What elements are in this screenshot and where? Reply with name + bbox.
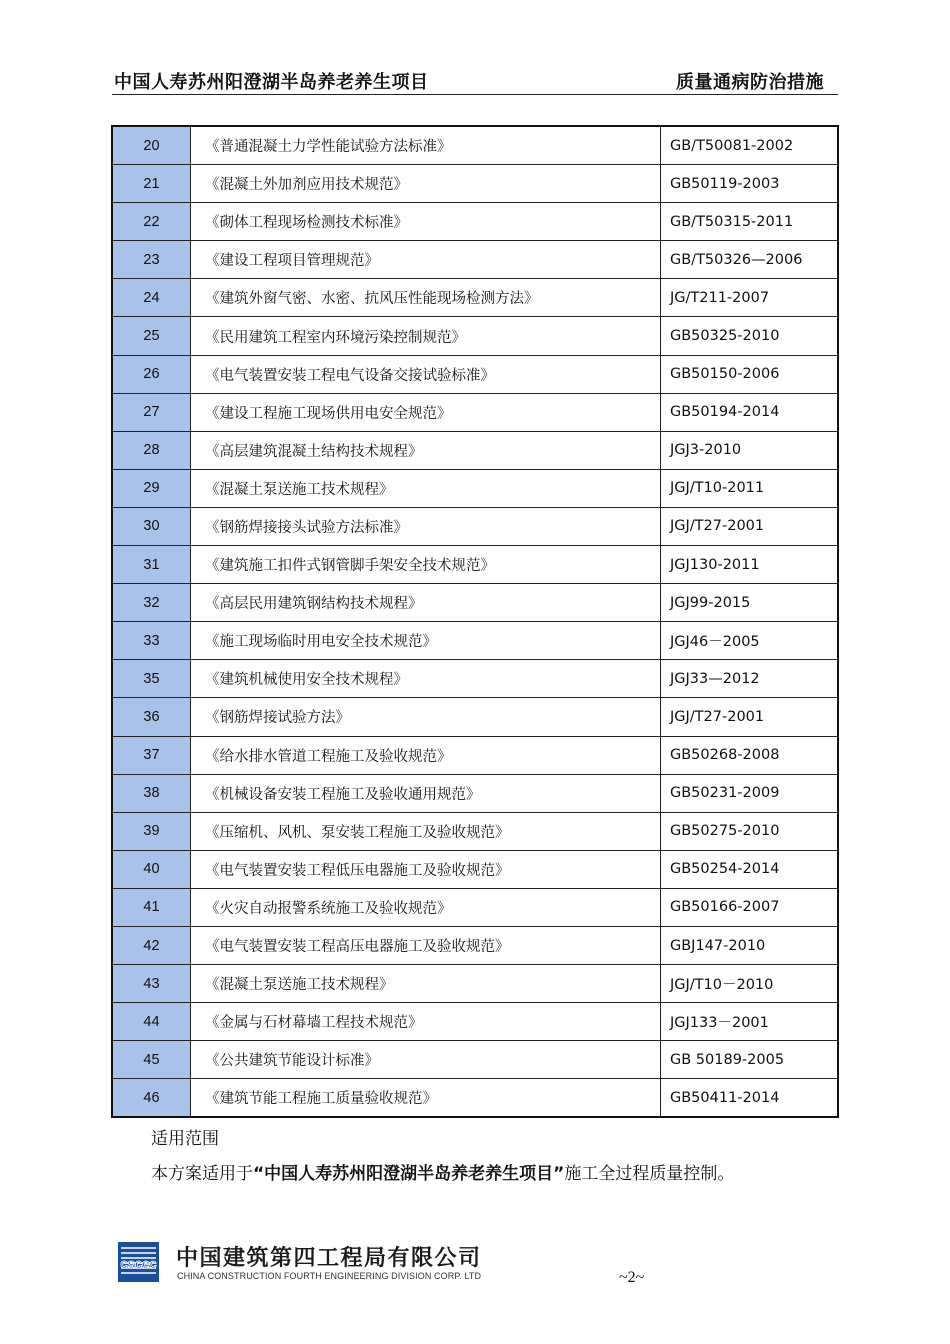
standard-code-cell: GBJ147-2010 bbox=[661, 926, 839, 964]
standard-code-cell: GB50275-2010 bbox=[661, 812, 839, 850]
standard-name-cell: 《公共建筑节能设计标准》 bbox=[191, 1041, 661, 1079]
standard-number-cell: 27 bbox=[112, 393, 191, 431]
standard-code-cell: JGJ130-2011 bbox=[661, 546, 839, 584]
scope-project-name: “中国人寿苏州阳澄湖半岛养老养生项目” bbox=[253, 1164, 565, 1184]
page-header bbox=[112, 66, 838, 95]
standard-name-cell: 《金属与石材幕墙工程技术规范》 bbox=[191, 1003, 661, 1041]
standard-name-cell: 《混凝土泵送施工技术规程》 bbox=[191, 469, 661, 507]
table-row bbox=[112, 888, 838, 926]
header-section-title: 质量通病防治措施 bbox=[676, 72, 824, 93]
standard-name-cell: 《建筑施工扣件式钢管脚手架安全技术规范》 bbox=[191, 546, 661, 584]
standard-number-cell: 30 bbox=[112, 507, 191, 545]
standard-name-cell: 《电气装置安装工程低压电器施工及验收规范》 bbox=[191, 850, 661, 888]
standard-name-cell: 《普通混凝土力学性能试验方法标准》 bbox=[191, 126, 661, 165]
standard-number-cell: 36 bbox=[112, 698, 191, 736]
scope-paragraph bbox=[151, 1159, 734, 1184]
table-row bbox=[112, 241, 838, 279]
scope-suffix: 施工全过程质量控制。 bbox=[564, 1164, 735, 1184]
standard-number-cell: 45 bbox=[112, 1041, 191, 1079]
standard-name-cell: 《混凝土泵送施工技术规程》 bbox=[191, 965, 661, 1003]
standard-name-cell: 《混凝土外加剂应用技术规范》 bbox=[191, 165, 661, 203]
standard-code-cell: GB50150-2006 bbox=[661, 355, 839, 393]
standard-number-cell: 39 bbox=[112, 812, 191, 850]
standard-number-cell: 31 bbox=[112, 546, 191, 584]
standard-code-cell: JGJ33—2012 bbox=[661, 660, 839, 698]
table-row bbox=[112, 126, 838, 165]
company-name-cn: 中国建筑第四工程局有限公司 bbox=[176, 1246, 482, 1271]
table-row bbox=[112, 317, 838, 355]
table-row bbox=[112, 698, 838, 736]
company-name-en: CHINA CONSTRUCTION FOURTH ENGINEERING DIVISION CORP. LTD bbox=[177, 1271, 482, 1281]
standard-name-cell: 《建设工程施工现场供用电安全规范》 bbox=[191, 393, 661, 431]
standard-code-cell: JGJ133－2001 bbox=[661, 1003, 839, 1041]
standard-name-cell: 《建设工程项目管理规范》 bbox=[191, 241, 661, 279]
standard-number-cell: 35 bbox=[112, 660, 191, 698]
standard-number-cell: 24 bbox=[112, 279, 191, 317]
standard-code-cell: GB/T50315-2011 bbox=[661, 203, 839, 241]
table-row bbox=[112, 165, 838, 203]
standard-code-cell: GB50268-2008 bbox=[661, 736, 839, 774]
standard-code-cell: JG/T211-2007 bbox=[661, 279, 839, 317]
standard-number-cell: 43 bbox=[112, 965, 191, 1003]
standard-code-cell: GB 50189-2005 bbox=[661, 1041, 839, 1079]
svg-text:cscec: cscec bbox=[120, 1256, 157, 1271]
standard-code-cell: JGJ/T10－2010 bbox=[661, 965, 839, 1003]
table-row bbox=[112, 1079, 838, 1118]
standard-number-cell: 40 bbox=[112, 850, 191, 888]
standard-name-cell: 《电气装置安装工程电气设备交接试验标准》 bbox=[191, 355, 661, 393]
standard-code-cell: GB50231-2009 bbox=[661, 774, 839, 812]
standard-code-cell: JGJ46－2005 bbox=[661, 622, 839, 660]
standard-code-cell: GB50194-2014 bbox=[661, 393, 839, 431]
standard-code-cell: GB50119-2003 bbox=[661, 165, 839, 203]
scope-prefix: 本方案适用于 bbox=[151, 1164, 253, 1184]
standard-name-cell: 《施工现场临时用电安全技术规范》 bbox=[191, 622, 661, 660]
page-number: ~2~ bbox=[619, 1269, 645, 1286]
standard-name-cell: 《压缩机、风机、泵安装工程施工及验收规范》 bbox=[191, 812, 661, 850]
standard-name-cell: 《高层民用建筑钢结构技术规程》 bbox=[191, 584, 661, 622]
table-row bbox=[112, 1041, 838, 1079]
table-row bbox=[112, 660, 838, 698]
table-row bbox=[112, 622, 838, 660]
standard-name-cell: 《钢筋焊接接头试验方法标准》 bbox=[191, 507, 661, 545]
standard-name-cell: 《砌体工程现场检测技术标准》 bbox=[191, 203, 661, 241]
standard-number-cell: 32 bbox=[112, 584, 191, 622]
standard-number-cell: 44 bbox=[112, 1003, 191, 1041]
table-row bbox=[112, 393, 838, 431]
table-row bbox=[112, 279, 838, 317]
scope-heading: 适用范围 bbox=[151, 1129, 219, 1149]
table-row bbox=[112, 850, 838, 888]
table-row bbox=[112, 546, 838, 584]
standard-number-cell: 41 bbox=[112, 888, 191, 926]
standard-number-cell: 25 bbox=[112, 317, 191, 355]
cscec-logo-icon bbox=[118, 1242, 159, 1282]
standard-code-cell: JGJ3-2010 bbox=[661, 431, 839, 469]
standard-name-cell: 《建筑节能工程施工质量验收规范》 bbox=[191, 1079, 661, 1118]
standard-name-cell: 《电气装置安装工程高压电器施工及验收规范》 bbox=[191, 926, 661, 964]
standard-name-cell: 《给水排水管道工程施工及验收规范》 bbox=[191, 736, 661, 774]
table-row bbox=[112, 355, 838, 393]
standard-number-cell: 26 bbox=[112, 355, 191, 393]
standard-name-cell: 《火灾自动报警系统施工及验收规范》 bbox=[191, 888, 661, 926]
table-row bbox=[112, 774, 838, 812]
standard-name-cell: 《钢筋焊接试验方法》 bbox=[191, 698, 661, 736]
standard-number-cell: 21 bbox=[112, 165, 191, 203]
standard-number-cell: 23 bbox=[112, 241, 191, 279]
standard-code-cell: JGJ/T10-2011 bbox=[661, 469, 839, 507]
table-row bbox=[112, 469, 838, 507]
standard-number-cell: 37 bbox=[112, 736, 191, 774]
header-project-title: 中国人寿苏州阳澄湖半岛养老养生项目 bbox=[114, 72, 429, 93]
standard-code-cell: GB50166-2007 bbox=[661, 888, 839, 926]
table-row bbox=[112, 584, 838, 622]
table-row bbox=[112, 926, 838, 964]
table-row bbox=[112, 1003, 838, 1041]
standard-number-cell: 22 bbox=[112, 203, 191, 241]
standard-number-cell: 28 bbox=[112, 431, 191, 469]
standard-code-cell: GB/T50326—2006 bbox=[661, 241, 839, 279]
table-row bbox=[112, 203, 838, 241]
standards-table-body bbox=[112, 126, 838, 1117]
table-row bbox=[112, 507, 838, 545]
standard-number-cell: 20 bbox=[112, 126, 191, 165]
standard-name-cell: 《建筑机械使用安全技术规程》 bbox=[191, 660, 661, 698]
standard-number-cell: 38 bbox=[112, 774, 191, 812]
standard-code-cell: GB50325-2010 bbox=[661, 317, 839, 355]
standard-name-cell: 《高层建筑混凝土结构技术规程》 bbox=[191, 431, 661, 469]
standard-name-cell: 《机械设备安装工程施工及验收通用规范》 bbox=[191, 774, 661, 812]
standard-name-cell: 《民用建筑工程室内环境污染控制规范》 bbox=[191, 317, 661, 355]
standard-code-cell: JGJ99-2015 bbox=[661, 584, 839, 622]
table-row bbox=[112, 431, 838, 469]
standard-code-cell: GB50254-2014 bbox=[661, 850, 839, 888]
standard-code-cell: JGJ/T27-2001 bbox=[661, 698, 839, 736]
standards-table bbox=[111, 125, 839, 1118]
standard-name-cell: 《建筑外窗气密、水密、抗风压性能现场检测方法》 bbox=[191, 279, 661, 317]
table-row bbox=[112, 736, 838, 774]
standard-number-cell: 29 bbox=[112, 469, 191, 507]
table-row bbox=[112, 812, 838, 850]
standard-code-cell: JGJ/T27-2001 bbox=[661, 507, 839, 545]
standard-number-cell: 46 bbox=[112, 1079, 191, 1118]
standard-code-cell: GB/T50081-2002 bbox=[661, 126, 839, 165]
standard-code-cell: GB50411-2014 bbox=[661, 1079, 839, 1118]
standard-number-cell: 33 bbox=[112, 622, 191, 660]
standard-number-cell: 42 bbox=[112, 926, 191, 964]
table-row bbox=[112, 965, 838, 1003]
